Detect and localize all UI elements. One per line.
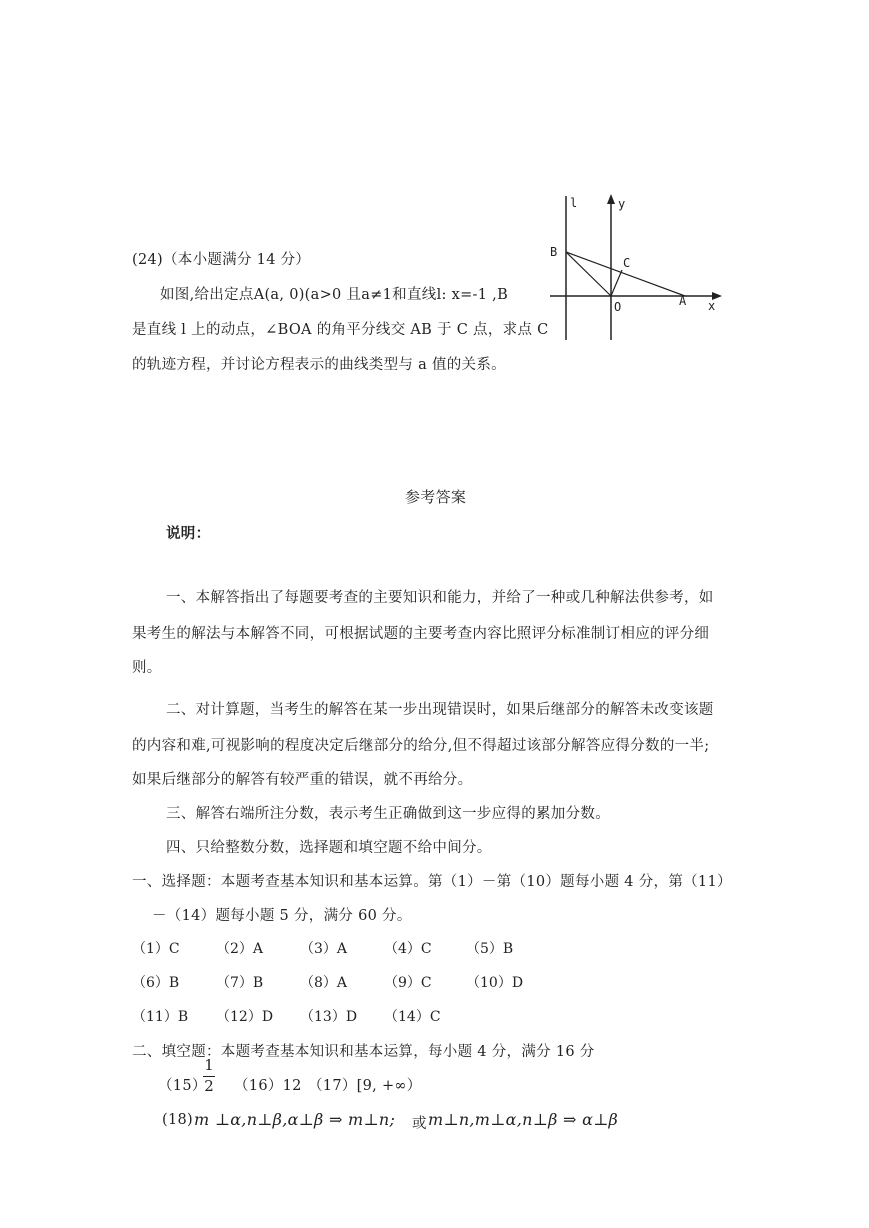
fill-15-label: （15） — [158, 1078, 207, 1094]
fill-18-or: 或 — [412, 1116, 427, 1132]
label-l: l — [570, 196, 578, 210]
fill-15-fraction — [203, 1058, 215, 1094]
answers-title: 参考答案 — [405, 488, 467, 506]
note-2-c: 如果后继部分的解答有较严重的错误，就不再给分。 — [132, 772, 473, 788]
section-2: 二、填空题：本题考查基本知识和基本运算，每小题 4 分，满分 16 分 — [132, 1044, 595, 1060]
fill-18-expression-2: m⊥n,m⊥α,n⊥β ⇒ α⊥β — [428, 1110, 619, 1129]
choice-answer: （2）A — [216, 941, 264, 957]
problem-line-1: 如图,给出定点A(a, 0)(a>0 且a≠1和直线l: x=-1 ,B — [160, 287, 509, 303]
section-1-a: 一、选择题：本题考查基本知识和基本运算。第（1）－第（10）题每小题 4 分，第（11） — [132, 874, 732, 890]
section-1-b: －（14）题每小题 5 分，满分 60 分。 — [152, 908, 412, 924]
choice-answer: （4）C — [384, 941, 432, 957]
note-1-c: 则。 — [132, 660, 162, 676]
note-2-b: 的内容和难,可视影响的程度决定后继部分的给分,但不得超过该部分解答应得分数的一半; — [132, 738, 710, 754]
y-axis-arrow — [607, 194, 615, 204]
label-y: y — [618, 197, 626, 211]
label-a: A — [679, 294, 687, 308]
problem-line-2: 是直线 l 上的动点，∠BOA 的角平分线交 AB 于 C 点，求点 C — [132, 322, 549, 338]
choice-answer: （8）A — [300, 975, 348, 991]
choice-row-3 — [132, 1006, 582, 1026]
choice-answer: （1）C — [132, 941, 180, 957]
choice-answer: （12）D — [216, 1009, 274, 1025]
geometry-figure — [540, 190, 730, 345]
choice-answer: （10）D — [466, 975, 524, 991]
segment-oc — [611, 270, 622, 296]
choice-answer: （14）C — [384, 1009, 441, 1025]
choice-answer: （13）D — [300, 1009, 358, 1025]
problem-header: (24)（本小题满分 14 分） — [132, 252, 311, 268]
choice-answer: （6）B — [132, 975, 180, 991]
fill-16: （16）12 — [234, 1078, 302, 1094]
choice-answer: （11）B — [132, 1009, 189, 1025]
choice-answer: （7）B — [216, 975, 264, 991]
note-2-a: 二、对计算题，当考生的解答在某一步出现错误时，如果后继部分的解答未改变该题 — [166, 702, 714, 718]
note-1-a: 一、本解答指出了每题要考查的主要知识和能力，并给了一种或几种解法供参考，如 — [166, 590, 714, 606]
choice-row-2 — [132, 972, 582, 992]
choice-answer: （9）C — [384, 975, 432, 991]
label-x: x — [708, 299, 716, 313]
fraction-numerator: 1 — [204, 1056, 214, 1074]
label-o: O — [614, 300, 622, 314]
fill-17: （17）[9, +∞） — [308, 1078, 422, 1094]
choice-answer: （5）B — [466, 941, 514, 957]
fill-18-label: (18) — [162, 1112, 193, 1128]
choice-answer: （3）A — [300, 941, 348, 957]
fill-18-expression-1: m ⊥α,n⊥β,α⊥β ⇒ m⊥n; — [194, 1110, 396, 1129]
label-b: B — [550, 245, 558, 259]
problem-line-3: 的轨迹方程，并讨论方程表示的曲线类型与 a 值的关系。 — [132, 357, 506, 373]
label-c: C — [623, 256, 631, 270]
note-3: 三、解答右端所注分数，表示考生正确做到这一步应得的累加分数。 — [166, 806, 610, 822]
segment-bo — [566, 252, 611, 296]
note-1-b: 果考生的解法与本解答不同，可根据试题的主要考查内容比照评分标准制订相应的评分细 — [132, 626, 710, 642]
fraction-denominator: 2 — [204, 1077, 214, 1095]
choice-row-1 — [132, 938, 582, 958]
note-label: 说明： — [166, 525, 211, 542]
note-4: 四、只给整数分数，选择题和填空题不给中间分。 — [166, 840, 492, 856]
